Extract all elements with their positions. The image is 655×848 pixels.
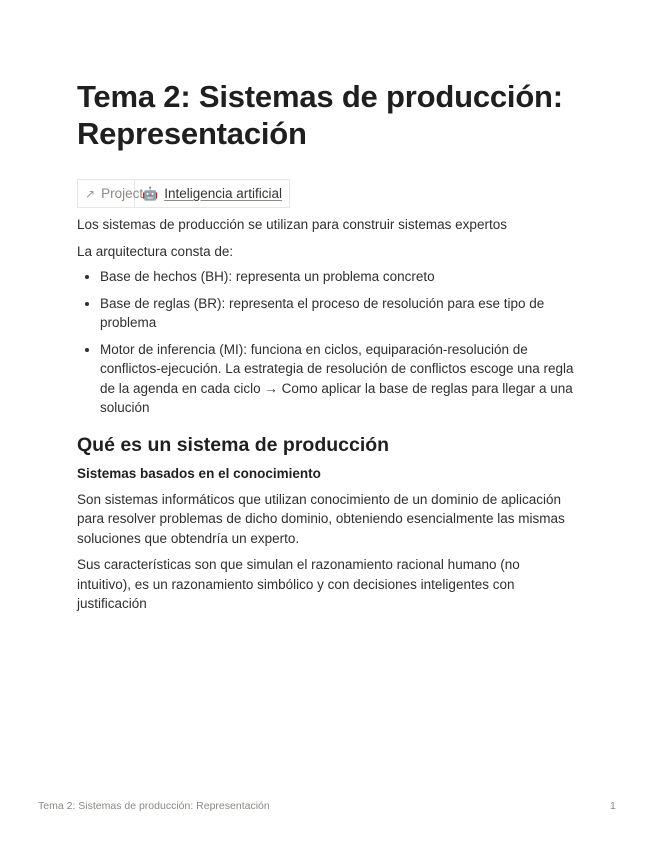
intro-paragraph-1: Los sistemas de producción se utilizan para construir sistemas expertos bbox=[77, 217, 507, 232]
property-key-label: Project bbox=[101, 186, 144, 201]
footer-title: Tema 2: Sistemas de producción: Representación bbox=[38, 800, 270, 812]
property-value[interactable] bbox=[135, 180, 289, 207]
section-paragraph-1: Son sistemas informáticos que utilizan conocimiento de un dominio de aplicación para resolver problemas de dicho dominio, obteniendo esencialmente las mismas soluciones que obtendría un experto. bbox=[77, 491, 565, 546]
page-title-line2: Representación bbox=[77, 116, 307, 151]
list-item: • Base de reglas (BR): representa el proceso de resolución para ese tipo de problema bbox=[100, 294, 577, 333]
project-link[interactable]: Inteligencia artificial bbox=[164, 186, 282, 201]
robot-icon: 🤖 bbox=[142, 185, 159, 201]
property-key bbox=[78, 180, 144, 207]
list-item: • Base de hechos (BH): representa un problema concreto bbox=[100, 267, 577, 287]
sub-heading: Sistemas basados en el conocimiento bbox=[77, 465, 321, 481]
intro-paragraph-2: La arquitectura consta de: bbox=[77, 243, 234, 259]
page-title-line1: Tema 2: Sistemas de producción: bbox=[77, 79, 563, 114]
list-item: • Motor de inferencia (MI): funciona en ciclos, equiparación-resolución de conflictos-ejecución. La estrategia de resolución de conflictos escoge una regla de la agenda en cada ciclo → Como aplicar la base de reglas para llegar a una solución bbox=[100, 340, 577, 418]
document-page bbox=[77, 78, 577, 614]
section-paragraph-2: Sus características son que simulan el razonamiento racional humano (no intuitivo), es un razonamiento simbólico y con decisiones inteligentes con justificación bbox=[77, 557, 520, 611]
page-number: 1 bbox=[610, 800, 616, 812]
page-title bbox=[77, 78, 577, 152]
property-row bbox=[77, 179, 290, 208]
section-heading: Qué es un sistema de producción bbox=[77, 433, 390, 456]
arrow-up-right-icon: ↗ bbox=[85, 186, 96, 201]
architecture-list bbox=[77, 267, 577, 418]
